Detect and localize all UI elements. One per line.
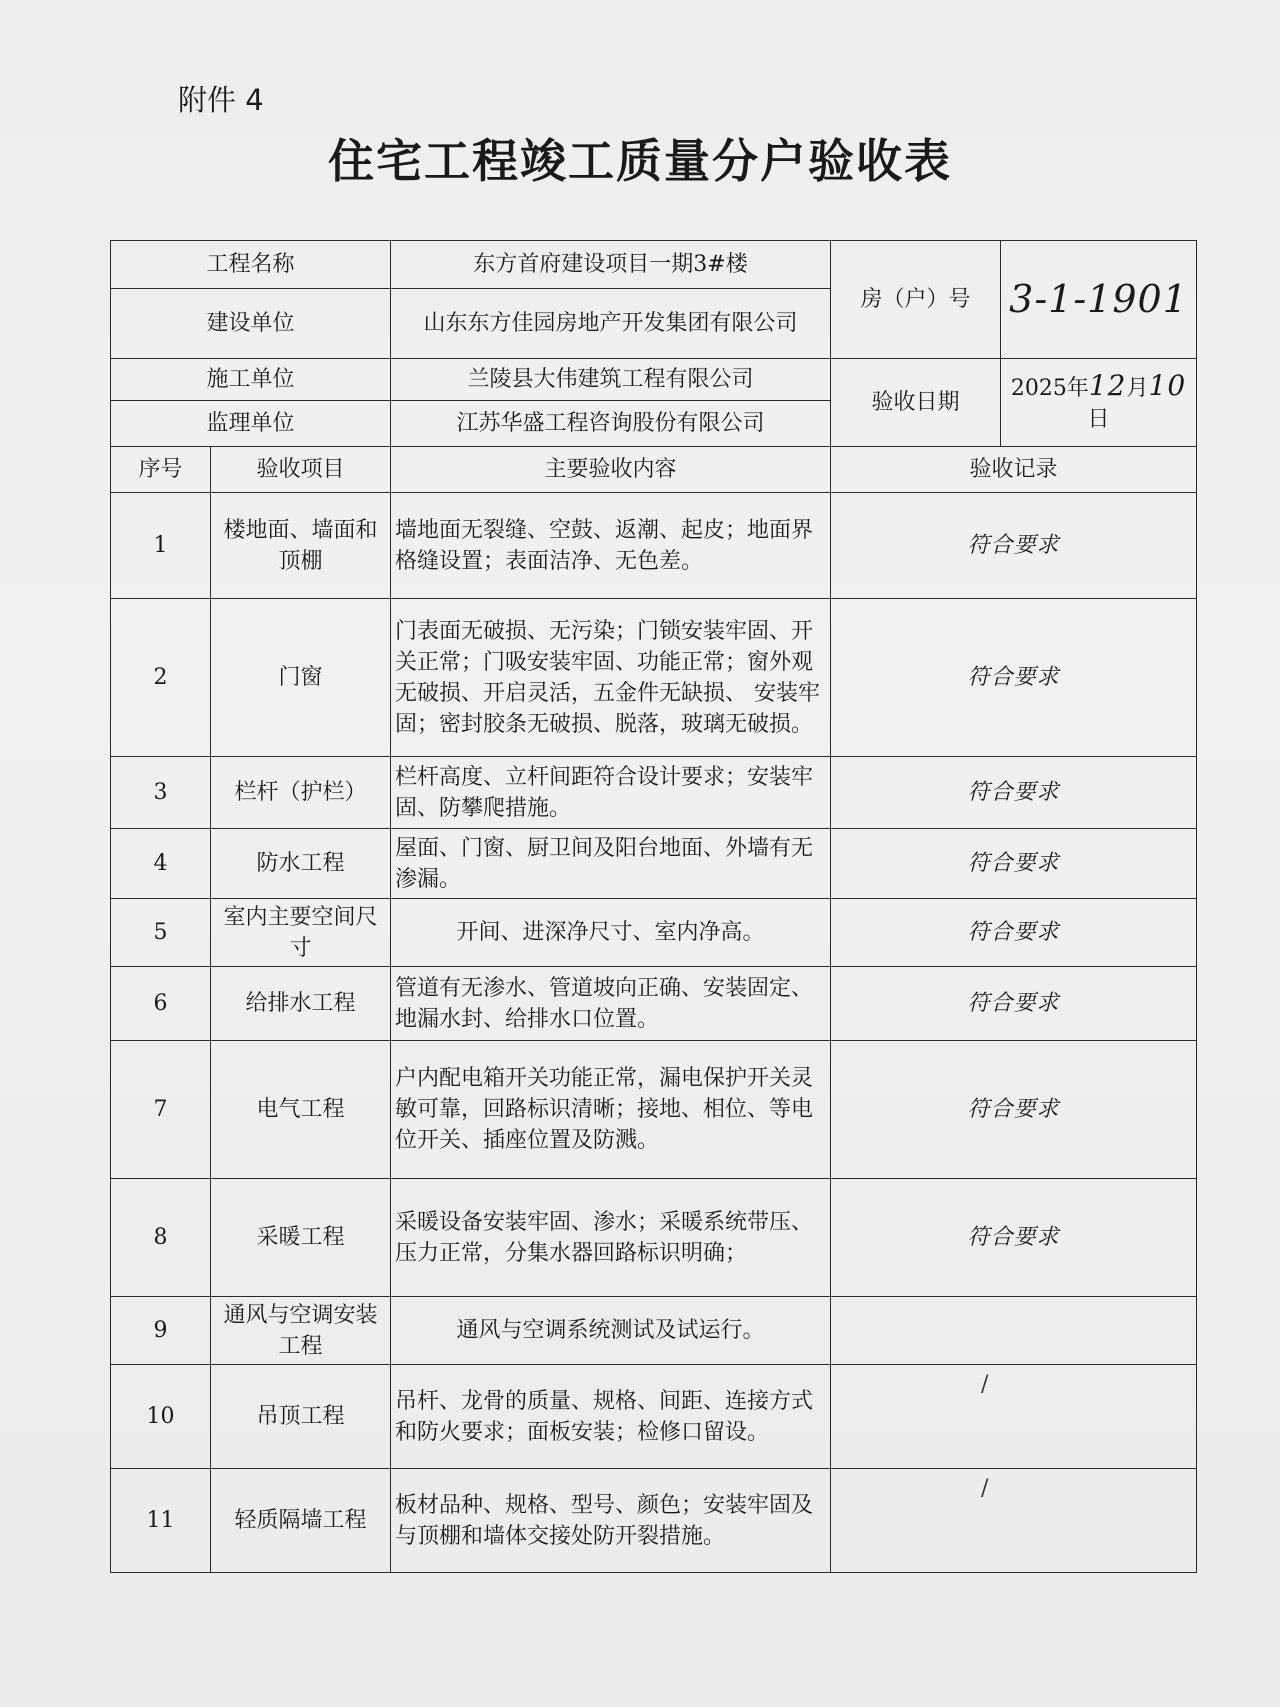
row-content: 管道有无渗水、管道坡向正确、安装固定、地漏水封、给排水口位置。 — [391, 967, 831, 1041]
row-item: 室内主要空间尺寸 — [211, 899, 391, 967]
table-row — [111, 757, 1197, 829]
row-item: 轻质隔墙工程 — [211, 1469, 391, 1573]
table-row — [111, 1469, 1197, 1573]
table-row — [111, 829, 1197, 899]
row-record-handwritten: 符合要求 — [831, 1179, 1197, 1297]
row-record-handwritten: 符合要求 — [831, 899, 1197, 967]
row-no: 11 — [111, 1469, 211, 1573]
row-no: 3 — [111, 757, 211, 829]
date-label: 验收日期 — [831, 359, 1001, 447]
row-item: 防水工程 — [211, 829, 391, 899]
table-row — [111, 899, 1197, 967]
acceptance-form-table — [110, 240, 1197, 1573]
col-header-no: 序号 — [111, 447, 211, 493]
row-content: 采暖设备安装牢固、渗水；采暖系统带压、压力正常，分集水器回路标识明确； — [391, 1179, 831, 1297]
table-row — [111, 1179, 1197, 1297]
row-item: 栏杆（护栏） — [211, 757, 391, 829]
date-day-suffix: 日 — [1087, 407, 1110, 432]
row-content: 开间、进深净尺寸、室内净高。 — [391, 899, 831, 967]
row-item: 通风与空调安装工程 — [211, 1297, 391, 1365]
row-no: 9 — [111, 1297, 211, 1365]
row-no: 5 — [111, 899, 211, 967]
unit-value-handwritten: 3-1-1901 — [1001, 241, 1197, 359]
unit-label: 房（户）号 — [831, 241, 1001, 359]
row-record-handwritten: 符合要求 — [831, 599, 1197, 757]
row-no: 1 — [111, 493, 211, 599]
row-content: 墙地面无裂缝、空鼓、返潮、起皮；地面界格缝设置；表面洁净、无色差。 — [391, 493, 831, 599]
attachment-label: 附件 4 — [178, 83, 264, 117]
row-no: 8 — [111, 1179, 211, 1297]
row-item: 给排水工程 — [211, 967, 391, 1041]
row-content: 吊杆、龙骨的质量、规格、间距、连接方式和防火要求；面板安装；检修口留设。 — [391, 1365, 831, 1469]
row-record-handwritten: 符合要求 — [831, 1041, 1197, 1179]
column-header-row — [111, 447, 1197, 493]
developer-label: 建设单位 — [111, 289, 391, 359]
table-row — [111, 493, 1197, 599]
row-no: 7 — [111, 1041, 211, 1179]
row-record-handwritten: 符合要求 — [831, 829, 1197, 899]
table-row — [111, 1365, 1197, 1469]
contractor-label: 施工单位 — [111, 359, 391, 401]
row-content: 屋面、门窗、厨卫间及阳台地面、外墙有无渗漏。 — [391, 829, 831, 899]
project-name-label: 工程名称 — [111, 241, 391, 289]
row-no: 6 — [111, 967, 211, 1041]
info-row-contractor — [111, 359, 1197, 401]
developer-value: 山东东方佳园房地产开发集团有限公司 — [391, 289, 831, 359]
table-row — [111, 599, 1197, 757]
date-month-suffix: 月 — [1126, 376, 1149, 401]
col-header-content: 主要验收内容 — [391, 447, 831, 493]
date-value — [1001, 359, 1197, 447]
form-title: 住宅工程竣工质量分户验收表 — [328, 134, 952, 188]
row-item: 采暖工程 — [211, 1179, 391, 1297]
row-record-handwritten: 符合要求 — [831, 967, 1197, 1041]
row-record-slash: / — [831, 1365, 1197, 1469]
row-record-handwritten: 符合要求 — [831, 493, 1197, 599]
row-record-empty — [831, 1297, 1197, 1365]
contractor-value: 兰陵县大伟建筑工程有限公司 — [391, 359, 831, 401]
row-content: 栏杆高度、立杆间距符合设计要求；安装牢固、防攀爬措施。 — [391, 757, 831, 829]
row-item: 吊顶工程 — [211, 1365, 391, 1469]
row-item: 楼地面、墙面和顶棚 — [211, 493, 391, 599]
row-item: 电气工程 — [211, 1041, 391, 1179]
row-record-handwritten: 符合要求 — [831, 757, 1197, 829]
supervisor-value: 江苏华盛工程咨询股份有限公司 — [391, 401, 831, 447]
col-header-item: 验收项目 — [211, 447, 391, 493]
row-content: 通风与空调系统测试及试运行。 — [391, 1297, 831, 1365]
col-header-record: 验收记录 — [831, 447, 1197, 493]
table-row — [111, 967, 1197, 1041]
date-day-handwritten: 10 — [1148, 369, 1187, 402]
date-month-handwritten: 12 — [1088, 369, 1127, 402]
row-record-slash: / — [831, 1469, 1197, 1573]
row-no: 4 — [111, 829, 211, 899]
date-year: 2025年 — [1010, 376, 1089, 401]
table-row — [111, 1297, 1197, 1365]
info-row-project — [111, 241, 1197, 289]
project-name-value: 东方首府建设项目一期3#楼 — [391, 241, 831, 289]
supervisor-label: 监理单位 — [111, 401, 391, 447]
row-no: 2 — [111, 599, 211, 757]
row-no: 10 — [111, 1365, 211, 1469]
row-content: 门表面无破损、无污染；门锁安装牢固、开关正常；门吸安装牢固、功能正常；窗外观无破损、开启灵活，五金件无缺损、 安装牢固；密封胶条无破损、脱落，玻璃无破损。 — [391, 599, 831, 757]
row-item: 门窗 — [211, 599, 391, 757]
row-content: 板材品种、规格、型号、颜色；安装牢固及与顶棚和墙体交接处防开裂措施。 — [391, 1469, 831, 1573]
table-row — [111, 1041, 1197, 1179]
row-content: 户内配电箱开关功能正常，漏电保护开关灵敏可靠，回路标识清晰；接地、相位、等电位开关、插座位置及防溅。 — [391, 1041, 831, 1179]
